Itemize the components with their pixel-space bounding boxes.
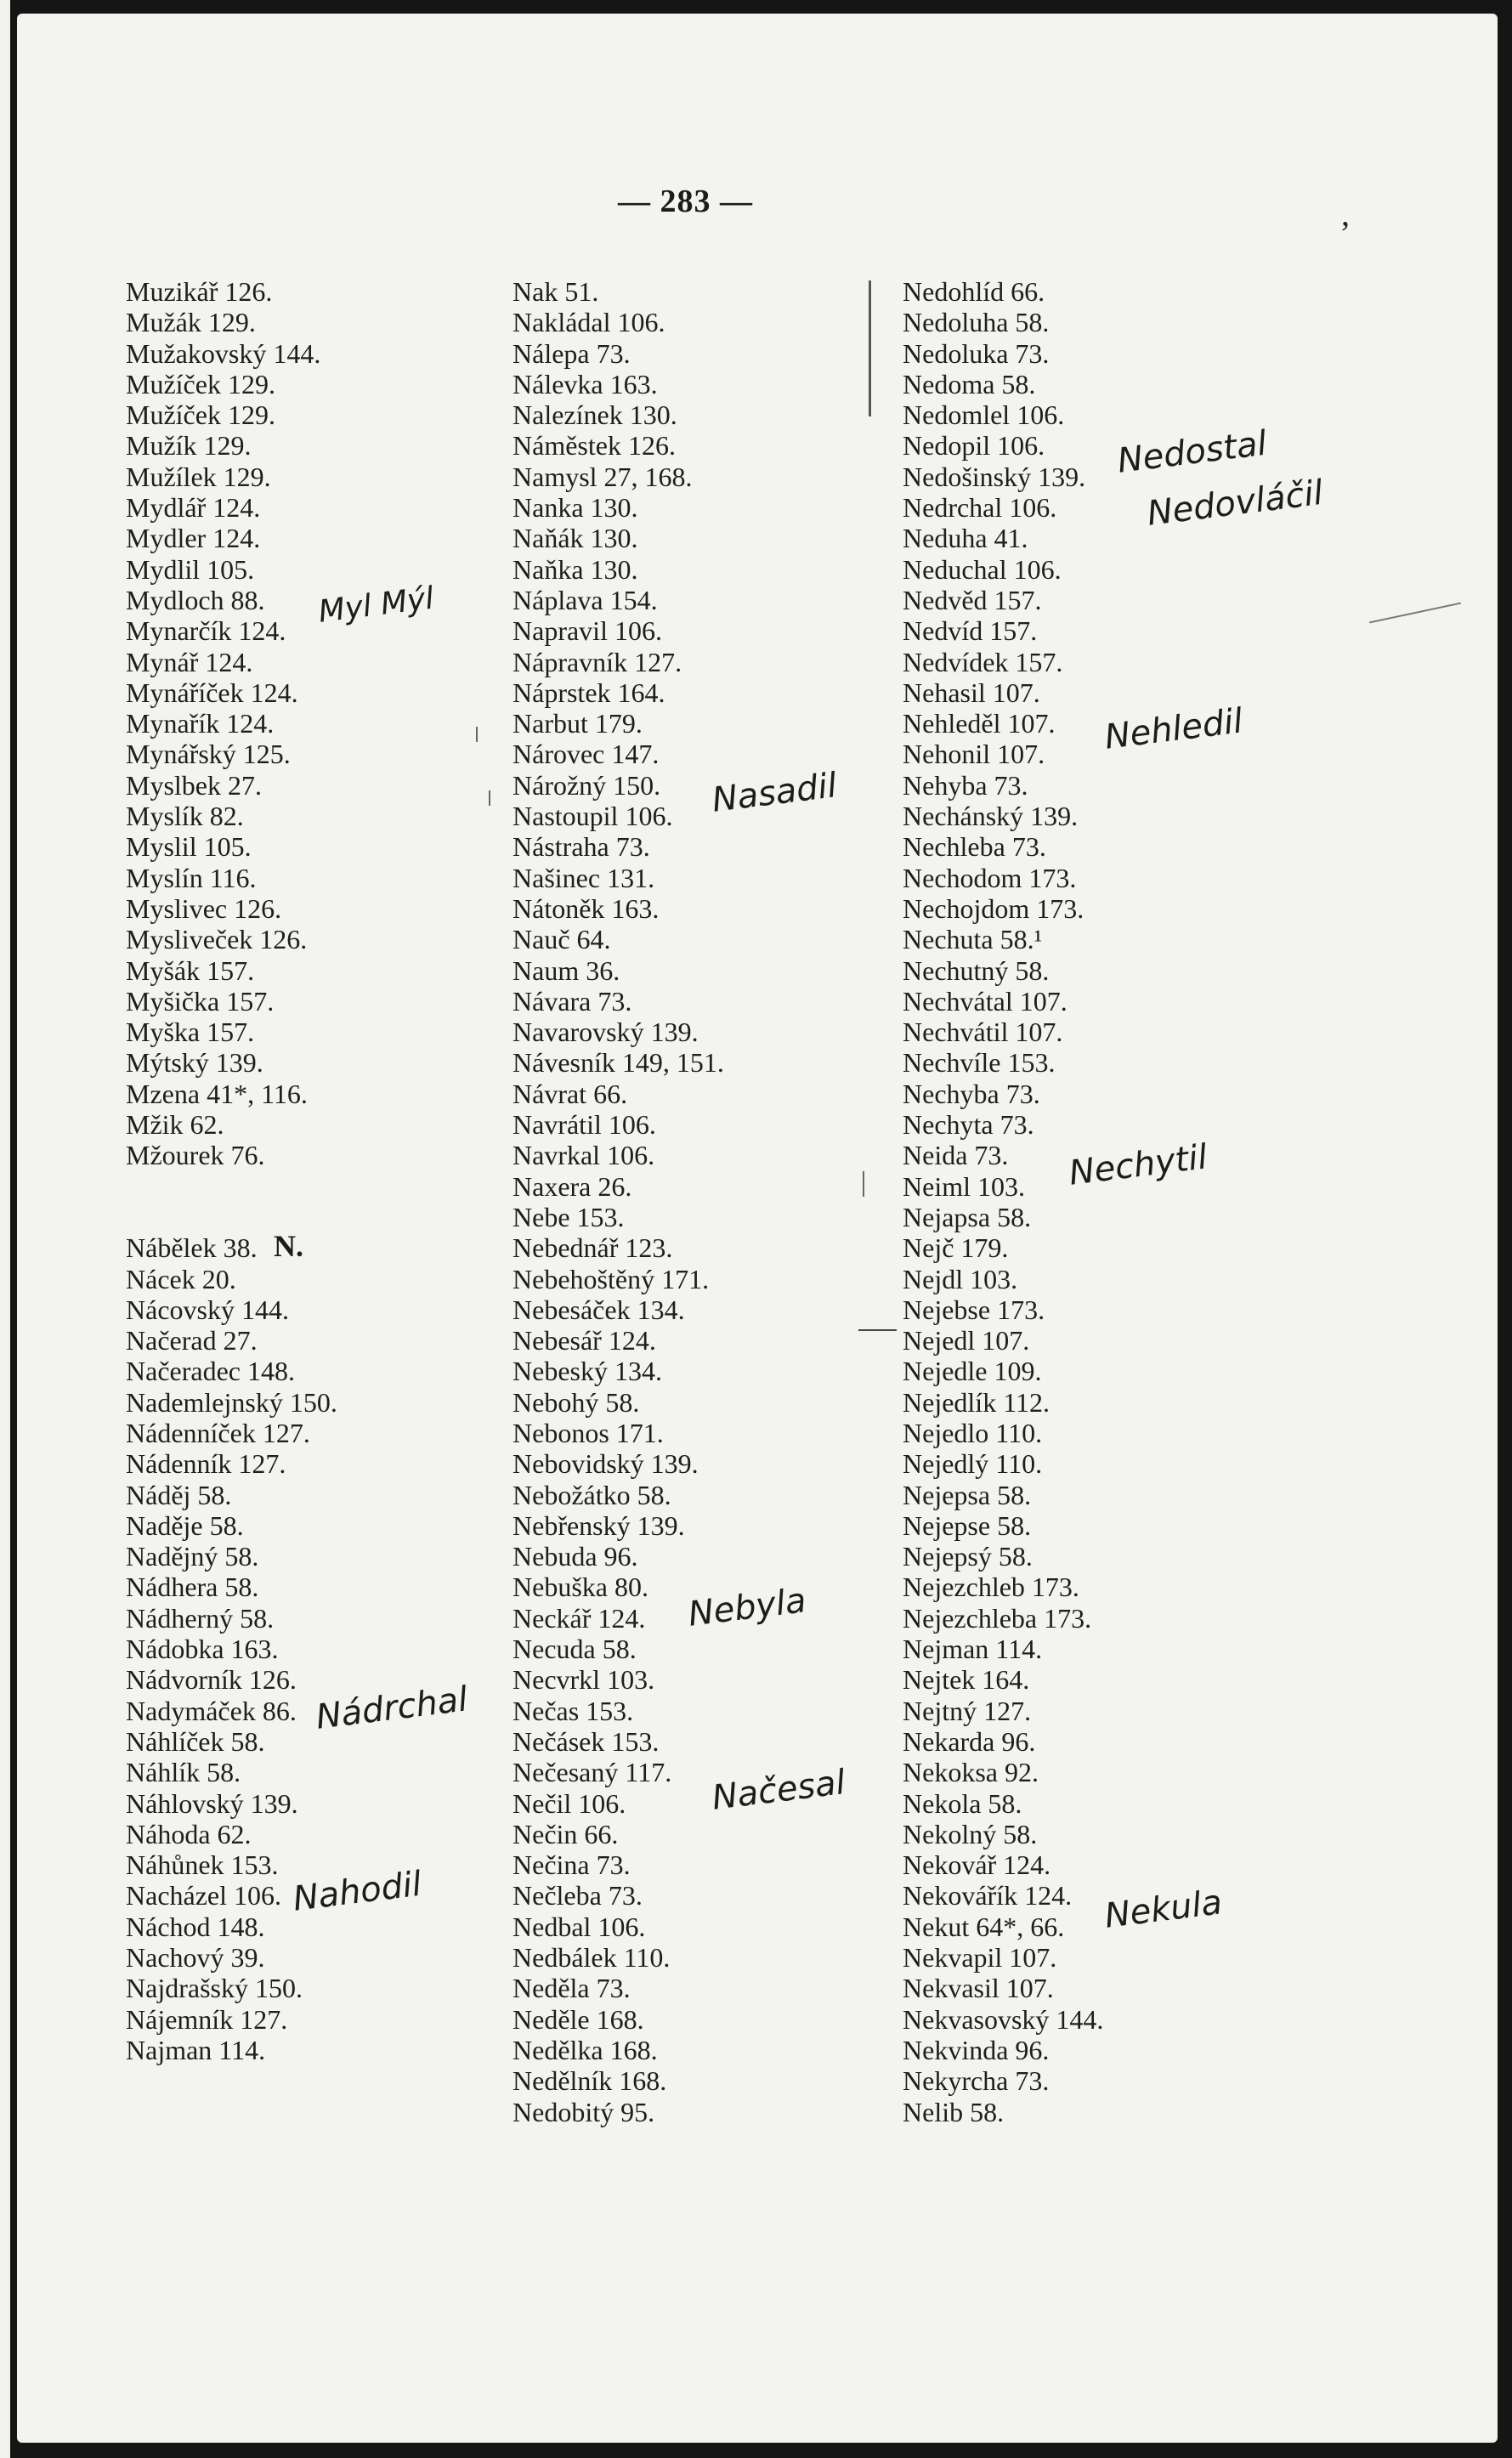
name-entry: Nekvinda 96. <box>903 2034 1050 2065</box>
name-entry: Nacházel 106. <box>126 1880 282 1911</box>
name-entry: Nečas 153. <box>512 1695 634 1726</box>
name-entry: Náhoda 62. <box>126 1818 252 1849</box>
name-entry: Nečásek 153. <box>512 1725 660 1757</box>
adjacent-page-edge <box>0 0 10 2458</box>
name-entry: Nárožný 150. <box>512 769 661 801</box>
name-entry: Nedošinský 139. <box>903 461 1086 492</box>
name-entry: Nak 51. <box>512 276 599 307</box>
name-entry: Nechvíle 153. <box>903 1047 1056 1079</box>
name-entry: Nalezínek 130. <box>512 399 677 431</box>
name-entry: Nedomlel 106. <box>903 399 1065 431</box>
name-entry: Nastoupil 106. <box>512 801 673 832</box>
handwritten-note: Načesal <box>710 1762 848 1818</box>
name-entry: Mynářský 125. <box>126 739 291 770</box>
name-entry: Myšička 157. <box>126 985 275 1017</box>
name-entry: Nekarda 96. <box>903 1725 1036 1757</box>
name-entry: Naňák 130. <box>512 523 638 554</box>
name-entry: Nejapsa 58. <box>903 1201 1032 1232</box>
name-entry: Nechutný 58. <box>903 954 1050 986</box>
name-entry: Napravil 106. <box>512 615 662 647</box>
name-entry: Nebovidský 139. <box>512 1448 699 1480</box>
name-entry: Nelib 58. <box>903 2096 1005 2127</box>
name-entry: Náhůnek 153. <box>126 1849 279 1881</box>
name-entry: Nejepsa 58. <box>903 1479 1032 1510</box>
name-entry: Mžik 62. <box>126 1109 224 1141</box>
pencil-mark <box>863 1171 864 1197</box>
name-entry: Muzikář 126. <box>126 276 273 307</box>
name-entry: Nedbálek 110. <box>512 1942 671 1974</box>
name-entry: Nekovářík 124. <box>903 1880 1073 1911</box>
section-heading: N. <box>274 1229 303 1263</box>
name-entry: Neduha 41. <box>903 523 1028 554</box>
name-entry: Myšák 157. <box>126 954 255 986</box>
name-entry: Náměstek 126. <box>512 430 676 462</box>
name-entry: Myslil 105. <box>126 831 252 863</box>
name-entry: Nejdl 103. <box>903 1263 1018 1294</box>
page-number: — 283 — <box>618 184 753 219</box>
name-entry: Nekvapil 107. <box>903 1942 1057 1974</box>
name-entry: Nebonos 171. <box>512 1417 664 1448</box>
name-entry: Nádenníček 127. <box>126 1417 310 1448</box>
name-entry: Nejedl 107. <box>903 1325 1030 1356</box>
name-entry: Nehonil 107. <box>903 739 1045 770</box>
handwritten-note: Nebyla <box>686 1581 808 1634</box>
name-entry: Nechyta 73. <box>903 1109 1034 1141</box>
corner-mark: , <box>1341 195 1350 233</box>
name-entry: Nejebse 173. <box>903 1294 1045 1325</box>
name-entry: Nehyba 73. <box>903 769 1028 801</box>
name-entry: Naděje 58. <box>126 1509 244 1541</box>
name-entry: Nechuta 58.¹ <box>903 924 1043 955</box>
pencil-mark <box>476 727 478 742</box>
name-entry: Nálepa 73. <box>512 337 631 369</box>
name-entry: Nejtný 127. <box>903 1695 1032 1726</box>
name-entry: Náprstek 164. <box>512 677 665 708</box>
name-entry: Nejtek 164. <box>903 1664 1030 1696</box>
name-entry: Náhlík 58. <box>126 1757 241 1788</box>
name-entry: Nechyba 73. <box>903 1078 1040 1109</box>
name-entry: Nedopil 106. <box>903 430 1045 462</box>
name-entry: Nadějný 58. <box>126 1541 259 1572</box>
name-entry: Nedoluha 58. <box>903 307 1050 338</box>
name-entry: Nátoněk 163. <box>512 892 660 924</box>
name-entry: Nácek 20. <box>126 1263 236 1294</box>
name-entry: Nejepse 58. <box>903 1509 1032 1541</box>
name-entry: Mynařík 124. <box>126 708 275 739</box>
handwritten-note: Nedovláčil <box>1145 473 1326 534</box>
name-entry: Nedoluka 73. <box>903 337 1050 369</box>
name-entry: Nekyrcha 73. <box>903 2065 1050 2097</box>
name-entry: Nejepsý 58. <box>903 1541 1033 1572</box>
name-entry: Najman 114. <box>126 2034 266 2065</box>
name-entry: Načeradec 148. <box>126 1356 295 1387</box>
name-entry: Mydloch 88. <box>126 584 265 615</box>
name-entry: Myška 157. <box>126 1017 255 1048</box>
name-entry: Načerad 27. <box>126 1325 258 1356</box>
name-entry: Nedvíd 157. <box>903 615 1038 647</box>
name-entry: Mynáříček 124. <box>126 677 298 708</box>
name-entry: Necuda 58. <box>512 1634 637 1665</box>
name-entry: Nebe 153. <box>512 1201 625 1232</box>
name-entry: Nádherný 58. <box>126 1602 275 1634</box>
name-entry: Nebuda 96. <box>512 1541 638 1572</box>
name-entry: Nájemník 127. <box>126 2003 288 2035</box>
name-entry: Nádhera 58. <box>126 1572 259 1603</box>
handwritten-note: Nasadil <box>710 766 840 820</box>
handwritten-note: Nádrchal <box>314 1679 470 1737</box>
handwritten-note: Nahodil <box>291 1864 424 1919</box>
name-entry: Nechodom 173. <box>903 862 1077 893</box>
name-entry: Mynarčík 124. <box>126 615 286 647</box>
name-entry: Naum 36. <box>512 954 620 986</box>
name-entry: Mužíček 129. <box>126 399 275 431</box>
name-entry: Nejedle 109. <box>903 1356 1042 1387</box>
name-entry: Nehleděl 107. <box>903 708 1056 739</box>
handwritten-note: Nekula <box>1102 1883 1225 1936</box>
name-entry: Nedoma 58. <box>903 368 1036 399</box>
name-entry: Návara 73. <box>512 985 632 1017</box>
name-entry: Neduchal 106. <box>903 553 1062 585</box>
name-entry: Navrkal 106. <box>512 1140 655 1171</box>
name-entry: Nauč 64. <box>512 924 611 955</box>
name-entry: Našinec 131. <box>512 862 655 893</box>
pencil-mark <box>858 1329 897 1331</box>
name-entry: Nečina 73. <box>512 1849 631 1881</box>
name-entry: Nakládal 106. <box>512 307 665 338</box>
name-entry: Navarovský 139. <box>512 1017 699 1048</box>
name-entry: Mzena 41*, 116. <box>126 1078 308 1109</box>
pencil-mark <box>489 790 490 806</box>
name-entry: Naňka 130. <box>512 553 638 585</box>
name-entry: Nejč 179. <box>903 1232 1009 1264</box>
name-entry: Nechleba 73. <box>903 831 1046 863</box>
name-entry: Nedvěd 157. <box>903 584 1042 615</box>
name-entry: Nálevka 163. <box>512 368 658 399</box>
name-entry: Nadymáček 86. <box>126 1695 297 1726</box>
name-entry: Nebřenský 139. <box>512 1509 685 1541</box>
name-entry: Nejedlík 112. <box>903 1386 1050 1418</box>
name-entry: Nejezchleba 173. <box>903 1602 1092 1634</box>
name-entry: Myslík 82. <box>126 801 244 832</box>
name-entry: Návrat 66. <box>512 1078 628 1109</box>
name-entry: Mužakovský 144. <box>126 337 321 369</box>
name-entry: Mydlář 124. <box>126 492 261 524</box>
name-entry: Neckář 124. <box>512 1602 646 1634</box>
name-entry: Nedělka 168. <box>512 2034 658 2065</box>
name-entry: Nedohlíd 66. <box>903 276 1045 307</box>
name-entry: Nebuška 80. <box>512 1572 648 1603</box>
name-entry: Nejezchleb 173. <box>903 1572 1079 1603</box>
name-entry: Mužíček 129. <box>126 368 275 399</box>
name-entry: Mydler 124. <box>126 523 261 554</box>
name-entry: Mysliveček 126. <box>126 924 308 955</box>
name-entry: Mýtský 139. <box>126 1047 263 1079</box>
name-entry: Nehasil 107. <box>903 677 1040 708</box>
pencil-mark <box>869 280 871 416</box>
name-entry: Nedrchal 106. <box>903 492 1057 524</box>
name-entry: Náplava 154. <box>512 584 658 615</box>
name-entry: Nechojdom 173. <box>903 892 1084 924</box>
name-entry: Nádenník 127. <box>126 1448 286 1480</box>
name-entry: Nebehoštěný 171. <box>512 1263 710 1294</box>
name-column-2 <box>512 276 724 2127</box>
name-entry: Nebeský 134. <box>512 1356 662 1387</box>
name-entry: Nechánský 139. <box>903 801 1079 832</box>
name-entry: Nedělník 168. <box>512 2065 667 2097</box>
name-entry: Nekut 64*, 66. <box>903 1911 1065 1942</box>
name-entry: Namysl 27, 168. <box>512 461 693 492</box>
name-entry: Nekolný 58. <box>903 1818 1038 1849</box>
name-entry: Nechvátil 107. <box>903 1017 1063 1048</box>
name-entry: Nekoksa 92. <box>903 1757 1039 1788</box>
name-entry: Nádobka 163. <box>126 1634 279 1665</box>
name-entry: Nečin 66. <box>512 1818 619 1849</box>
handwritten-note: Nedostal <box>1115 423 1270 481</box>
name-entry: Nechvátal 107. <box>903 985 1067 1017</box>
name-entry: Nanka 130. <box>512 492 638 524</box>
name-entry: Myslbek 27. <box>126 769 262 801</box>
name-entry: Náchod 148. <box>126 1911 265 1942</box>
name-column-3 <box>903 276 1103 2127</box>
name-entry: Mžourek 76. <box>126 1140 265 1171</box>
name-entry: Náhlovský 139. <box>126 1787 298 1819</box>
name-entry: Nedobitý 95. <box>512 2096 655 2127</box>
name-entry: Nečleba 73. <box>512 1880 643 1911</box>
name-entry: Nekvasovský 144. <box>903 2003 1104 2035</box>
name-entry: Neděle 168. <box>512 2003 644 2035</box>
name-entry: Nachový 39. <box>126 1942 265 1974</box>
handwritten-note: Myl Mýl <box>316 581 436 630</box>
name-entry: Nejman 114. <box>903 1634 1043 1665</box>
name-entry: Navrátil 106. <box>512 1109 656 1141</box>
name-entry: Nábělek 38. <box>126 1232 258 1264</box>
name-entry: Myslivec 126. <box>126 892 282 924</box>
name-entry: Mynář 124. <box>126 646 253 677</box>
name-entry: Nebesář 124. <box>512 1325 656 1356</box>
name-entry: Nademlejnský 150. <box>126 1386 337 1418</box>
name-entry: Mužílek 129. <box>126 461 271 492</box>
name-entry: Nárovec 147. <box>512 739 660 770</box>
name-entry: Narbut 179. <box>512 708 643 739</box>
handwritten-note: Nehledil <box>1102 701 1245 757</box>
name-entry: Nácovský 144. <box>126 1294 289 1325</box>
name-entry: Nedbal 106. <box>512 1911 646 1942</box>
name-entry: Návesník 149, 151. <box>512 1047 724 1079</box>
name-entry: Nebohý 58. <box>512 1386 640 1418</box>
name-entry: Nekovář 124. <box>903 1849 1051 1881</box>
name-entry: Nebednář 123. <box>512 1232 673 1264</box>
name-entry: Mydlil 105. <box>126 553 255 585</box>
name-entry: Neiml 103. <box>903 1170 1025 1202</box>
name-entry: Nejedlý 110. <box>903 1448 1043 1480</box>
name-entry: Nejedlo 110. <box>903 1417 1043 1448</box>
name-entry: Nekvasil 107. <box>903 1973 1054 2004</box>
handwritten-note: Nechytil <box>1067 1137 1210 1193</box>
name-entry: Nekola 58. <box>903 1787 1022 1819</box>
name-entry: Necvrkl 103. <box>512 1664 655 1696</box>
name-entry: Nápravník 127. <box>512 646 682 677</box>
name-entry: Najdrašský 150. <box>126 1973 303 2004</box>
name-column-1 <box>126 276 337 2065</box>
name-entry: Nádvorník 126. <box>126 1664 297 1696</box>
name-entry: Náděj 58. <box>126 1479 232 1510</box>
name-entry: Nebesáček 134. <box>512 1294 685 1325</box>
name-entry: Mužík 129. <box>126 430 252 462</box>
name-entry: Neida 73. <box>903 1140 1009 1171</box>
name-entry: Mužák 129. <box>126 307 256 338</box>
name-entry: Nečil 106. <box>512 1787 626 1819</box>
name-entry: Naxera 26. <box>512 1170 632 1202</box>
name-entry: Myslín 116. <box>126 862 257 893</box>
name-entry: Nedvídek 157. <box>903 646 1063 677</box>
name-entry: Nástraha 73. <box>512 831 650 863</box>
name-entry: Náhlíček 58. <box>126 1725 265 1757</box>
name-entry: Neděla 73. <box>512 1973 631 2004</box>
name-entry: Nebožátko 58. <box>512 1479 671 1510</box>
name-entry: Nečesaný 117. <box>512 1757 672 1788</box>
